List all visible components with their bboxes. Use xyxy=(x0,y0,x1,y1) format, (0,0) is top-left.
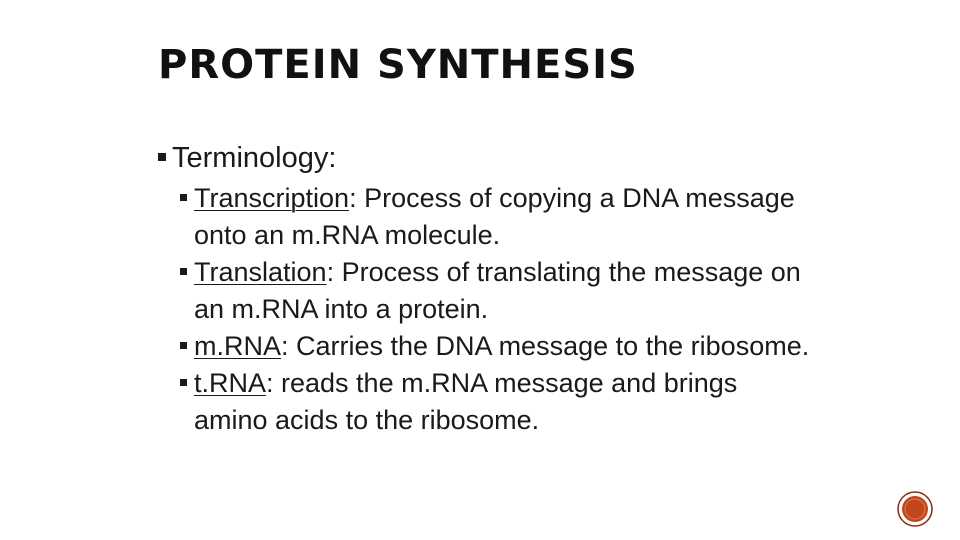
slide-content xyxy=(158,140,818,439)
list-item-trna xyxy=(174,365,818,439)
list-item-transcription xyxy=(174,180,818,254)
terminology-heading: Terminology: xyxy=(172,142,337,174)
term-transcription: Transcription xyxy=(194,183,350,213)
term-mrna: m.RNA xyxy=(194,331,281,361)
square-bullet-icon xyxy=(180,268,187,275)
square-bullet-icon xyxy=(180,342,187,349)
list-item-translation xyxy=(174,254,818,328)
definition-transcription: : Process of copying a DNA message onto an m.RNA molecule. xyxy=(194,183,795,250)
slide-title: PROTEIN SYNTHESIS xyxy=(158,42,638,88)
list-item-mrna xyxy=(174,328,818,365)
definition-mrna: : Carries the DNA message to the ribosome. xyxy=(281,331,810,361)
circular-badge-icon xyxy=(897,491,933,527)
term-trna: t.RNA xyxy=(194,368,267,398)
terminology-heading-row xyxy=(158,140,818,176)
definition-translation: : Process of translating the message on an m.RNA into a protein. xyxy=(194,257,801,324)
square-bullet-icon xyxy=(158,153,166,161)
square-bullet-icon xyxy=(180,194,187,201)
definition-trna: : reads the m.RNA message and brings amino acids to the ribosome. xyxy=(194,368,738,435)
term-translation: Translation xyxy=(194,257,327,287)
square-bullet-icon xyxy=(180,379,187,386)
